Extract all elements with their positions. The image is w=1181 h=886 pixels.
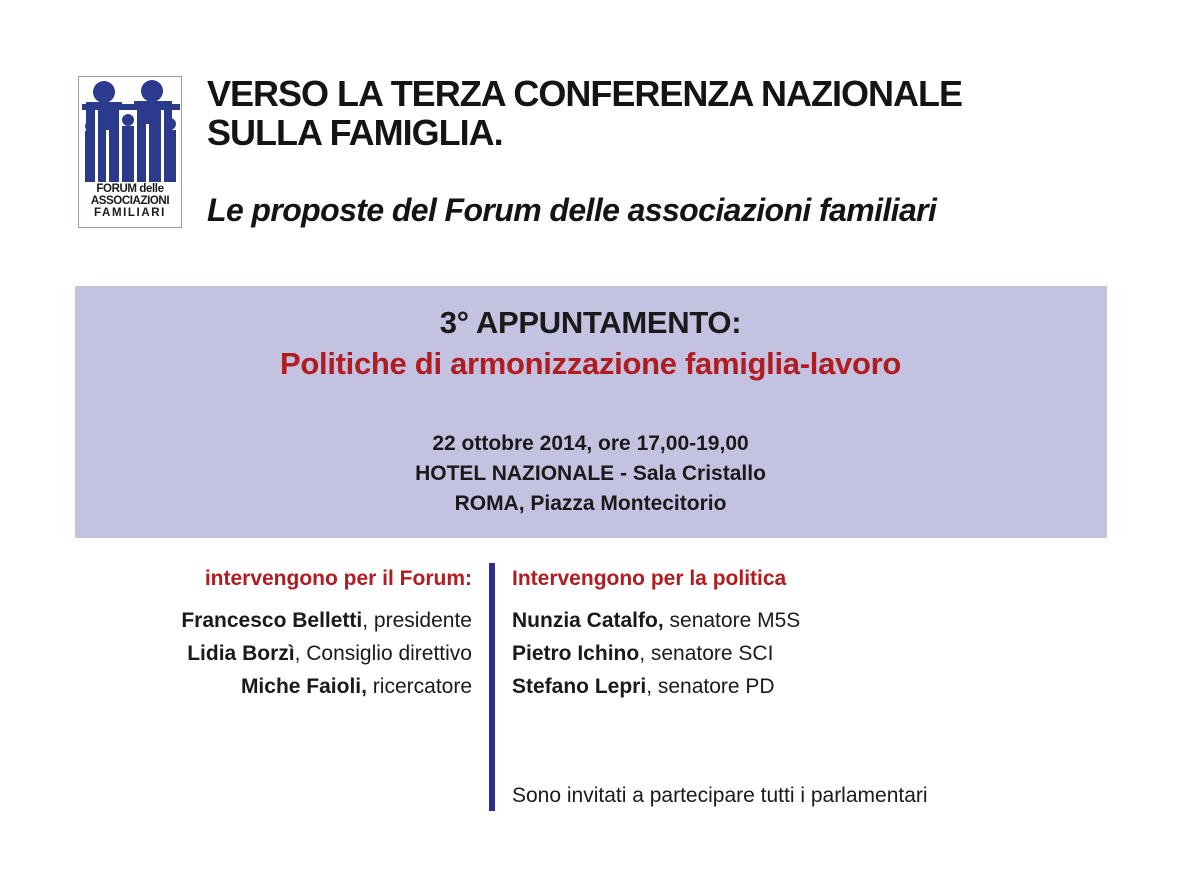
speaker-name: Nunzia Catalfo, (512, 609, 664, 632)
speaker-name: Pietro Ichino (512, 642, 640, 665)
speaker-name: Miche Faioli, (240, 675, 367, 698)
speaker-role: , senatore SCI (639, 642, 774, 665)
event-location: ROMA, Piazza Montecitorio (454, 492, 727, 515)
event-date: 22 ottobre 2014, ore 17,00-19,00 (432, 432, 749, 455)
logo-line-2: ASSOCIAZIONI (90, 195, 170, 207)
speaker-role: ricercatore (366, 675, 472, 698)
speaker-role: senatore M5S (663, 609, 801, 632)
speaker-name: Lidia Borzì (187, 642, 295, 665)
speaker-role: , senatore PD (646, 675, 775, 698)
event-topic: Politiche di armonizzazione famiglia-lavoro (280, 346, 901, 381)
speaker-item (181, 670, 472, 703)
speaker-role: , presidente (362, 609, 472, 632)
invitation-note: Sono invitati a partecipare tutti i parlamentari (512, 784, 928, 807)
speaker-item (181, 604, 472, 637)
event-venue: HOTEL NAZIONALE - Sala Cristallo (415, 462, 766, 485)
page-subtitle: Le proposte del Forum delle associazioni familiari (207, 192, 937, 228)
speaker-item (512, 637, 800, 670)
logo-line-3: FAMILIARI (94, 207, 166, 219)
speaker-role: , Consiglio direttivo (294, 642, 472, 665)
logo-line-1: FORUM delle (96, 183, 164, 195)
forum-logo (78, 76, 182, 228)
speaker-name: Stefano Lepri (512, 675, 647, 698)
event-heading: 3° APPUNTAMENTO: (439, 305, 742, 340)
forum-speakers (181, 562, 472, 703)
event-details (0, 429, 1181, 519)
title-line-1: VERSO LA TERZA CONFERENZA NAZIONALE (207, 73, 962, 114)
speaker-item (512, 604, 800, 637)
speaker-item (181, 637, 472, 670)
forum-speakers-heading: intervengono per il Forum: (204, 567, 472, 590)
logo-wordmark (79, 183, 181, 219)
family-figures-icon (82, 80, 180, 182)
politics-speakers-heading: Intervengono per la politica (512, 567, 787, 590)
page-title (207, 74, 962, 152)
speaker-name: Francesco Belletti (181, 609, 363, 632)
column-divider (489, 563, 495, 811)
title-line-2: SULLA FAMIGLIA. (207, 112, 503, 153)
politics-speakers (512, 562, 800, 703)
speaker-item (512, 670, 800, 703)
